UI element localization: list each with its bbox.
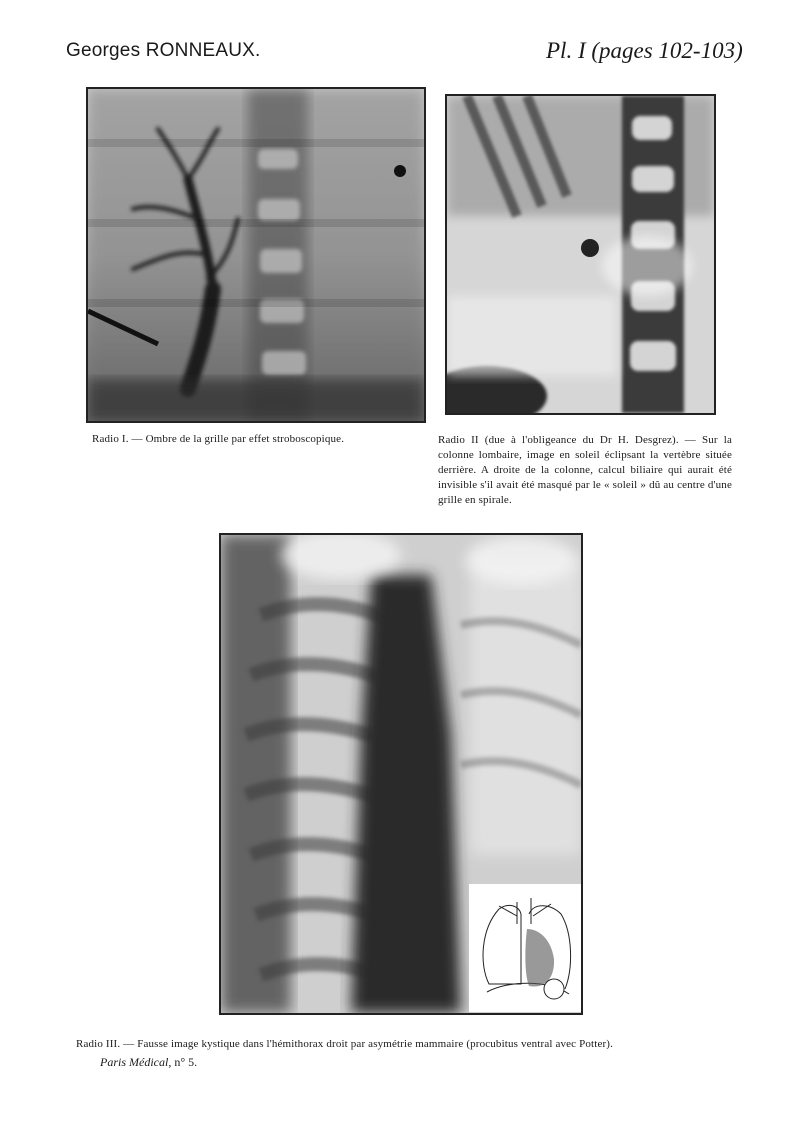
issue-number: n° 5. bbox=[174, 1055, 198, 1069]
author-header: Georges RONNEAUX. bbox=[66, 40, 261, 61]
journal-footer bbox=[100, 1055, 197, 1070]
radiograph-2 bbox=[445, 94, 716, 415]
journal-name: Paris Médical, bbox=[100, 1055, 172, 1069]
radiograph-1 bbox=[86, 87, 426, 423]
schematic-inset bbox=[469, 884, 581, 1012]
radio-2-caption: Radio II (due à l'obligeance du Dr H. Desgrez). — Sur la colonne lombaire, image en soleil éclipsant la vertèbre située derrière. A droite de la colonne, calcul biliaire qui aurait été invisible s'il avait été masqué par le « soleil » dû au centre d'une grille en spirale. bbox=[438, 434, 732, 506]
radio-3-caption: Radio III. — Fausse image kystique dans l'hémithorax droit par asymétrie mammaire (procubitus ventral avec Potter). bbox=[76, 1038, 613, 1050]
plate-reference: Pl. I (pages 102-103) bbox=[546, 38, 743, 63]
radio-1-caption: Radio I. — Ombre de la grille par effet stroboscopique. bbox=[92, 433, 345, 445]
